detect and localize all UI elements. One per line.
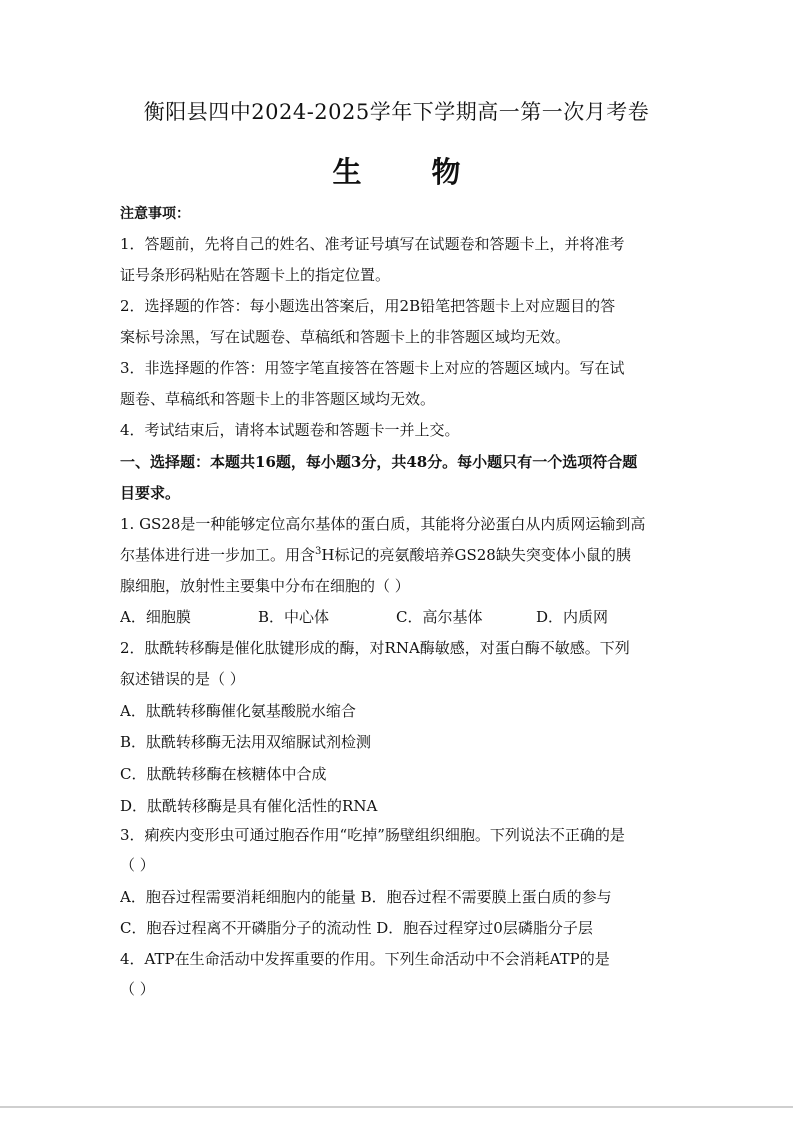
isotope-superscript: 3	[315, 546, 322, 557]
question-4-line-1: 4．ATP在生命活动中发挥重要的作用。下列生命活动中不会消耗ATP的是	[120, 950, 610, 968]
subject-title: 生 物	[332, 155, 491, 189]
q1-option-b: B．中心体	[258, 608, 330, 626]
question-1-line-1: 1. GS28是一种能够定位高尔基体的蛋白质，其能将分泌蛋白从内质网运输到高	[120, 515, 646, 533]
q3-options-ab: A．胞吞过程需要消耗细胞内的能量 B．胞吞过程不需要膜上蛋白质的参与	[120, 888, 612, 906]
q2-option-d: D．肽酰转移酶是具有催化活性的RNA	[120, 797, 378, 815]
q2-option-b: B．肽酰转移酶无法用双缩脲试剂检测	[120, 733, 372, 751]
exam-title: 衡阳县四中2024-2025学年下学期高一第一次月考卷	[143, 100, 650, 124]
question-1-line-2	[120, 544, 680, 565]
notes-heading: 注意事项：	[120, 206, 190, 222]
note-2-line-1: 2．选择题的作答：每小题选出答案后，用2B铅笔把答题卡上对应题目的答	[120, 297, 616, 315]
q1-option-a: A．细胞膜	[120, 608, 191, 626]
q1-option-c: C．高尔基体	[396, 608, 483, 626]
question-4-line-2: （ ）	[120, 980, 155, 998]
question-2-line-2: 叙述错误的是（ ）	[120, 670, 245, 688]
section-heading-line-1: 一、选择题：本题共16题，每小题3分，共48分。每小题只有一个选项符合题	[120, 453, 638, 471]
page-bottom-divider	[0, 1106, 793, 1108]
q2-option-c: C．肽酰转移酶在核糖体中合成	[120, 765, 327, 783]
note-1-line-2: 证号条形码粘贴在答题卡上的指定位置。	[120, 266, 391, 284]
question-1-options	[120, 606, 680, 627]
note-1-line-1: 1．答题前，先将自己的姓名、准考证号填写在试题卷和答题卡上，并将准考	[120, 235, 625, 253]
question-1-line-3: 腺细胞，放射性主要集中分布在细胞的（ ）	[120, 577, 410, 595]
question-2-line-1: 2．肽酰转移酶是催化肽键形成的酶，对RNA酶敏感，对蛋白酶不敏感。下列	[120, 639, 630, 657]
note-4: 4．考试结束后，请将本试题卷和答题卡一并上交。	[120, 421, 460, 439]
section-heading-line-2: 目要求。	[120, 484, 181, 502]
q2-option-a: A．肽酰转移酶催化氨基酸脱水缩合	[120, 702, 356, 720]
q1-option-d: D．内质网	[536, 608, 609, 626]
question-3-line-1: 3．痢疾内变形虫可通过胞吞作用“吃掉”肠壁组织细胞。下列说法不正确的是	[120, 826, 625, 844]
note-3-line-2: 题卷、草稿纸和答题卡上的非答题区域均无效。	[120, 390, 436, 408]
question-1-line-2-pre: 尔基体进行进一步加工。用含	[120, 546, 316, 564]
question-3-line-2: （ ）	[120, 856, 155, 874]
note-3-line-1: 3．非选择题的作答：用签字笔直接答在答题卡上对应的答题区域内。写在试	[120, 359, 625, 377]
question-1-line-2-post: H标记的亮氨酸培养GS28缺失突变体小鼠的胰	[321, 546, 631, 564]
q3-options-cd: C．胞吞过程离不开磷脂分子的流动性 D．胞吞过程穿过0层磷脂分子层	[120, 919, 593, 937]
note-2-line-2: 案标号涂黑，写在试题卷、草稿纸和答题卡上的非答题区域均无效。	[120, 328, 571, 346]
